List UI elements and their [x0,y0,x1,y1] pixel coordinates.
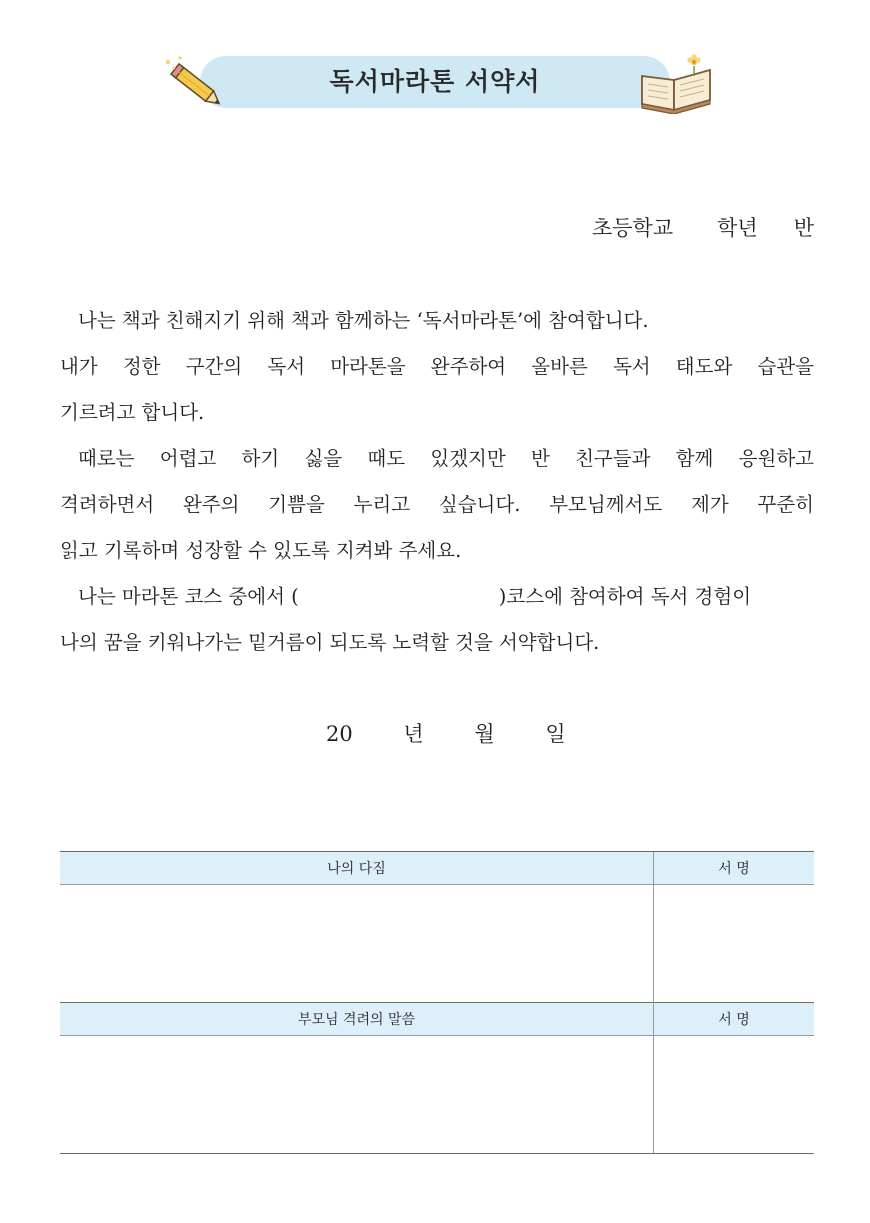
sign-header: 서 명 [654,852,815,885]
class-label: 반 [793,216,814,240]
pencil-icon [160,54,230,114]
date-month: 월 [474,722,495,746]
date-line [326,718,566,748]
table-row [60,852,814,885]
course-prefix: 나는 마라톤 코스 중에서 ( [78,585,299,608]
school-label: 초등학교 [591,216,674,240]
pledge-line: 격려하면서 완주의 기쁨을 누리고 싶습니다. 부모님께서도 제가 꾸준히 [60,493,814,516]
parent-message-field[interactable] [60,1036,654,1154]
pledge-line: 나는 책과 친해지기 위해 책과 함께하는 ‘독서마라톤’에 참여합니다. [78,309,649,332]
table-row [60,1036,814,1154]
date-year: 년 [403,722,424,746]
pledge-line: 내가 정한 구간의 독서 마라톤을 완주하여 올바른 독서 태도와 습관을 [60,355,814,378]
pledge-line-course [60,574,814,620]
page-title: 독서마라톤 서약서 [329,67,541,96]
grade-label: 학년 [717,216,758,240]
pledge-text [60,298,814,666]
pledge-line: 나의 꿈을 키워나가는 밑거름이 되도록 노력할 것을 서약합니다. [60,631,600,654]
sign-header: 서 명 [654,1003,815,1036]
date-prefix: 20 [326,722,353,746]
pledge-line: 읽고 기록하며 성장할 수 있도록 지켜봐 주세요. [60,539,462,562]
pledge-line: 때로는 어렵고 하기 싫을 때도 있겠지만 반 친구들과 함께 응원하고 [78,447,814,470]
my-pledge-field[interactable] [60,885,654,1003]
date-day: 일 [545,722,566,746]
table-row [60,885,814,1003]
pledge-line: 기르려고 합니다. [60,401,205,424]
course-suffix: )코스에 참여하여 독서 경험이 [498,585,752,608]
my-signature-field[interactable] [654,885,815,1003]
signature-table [60,851,814,1154]
school-info [592,212,814,242]
parent-signature-field[interactable] [654,1036,815,1154]
my-pledge-header: 나의 다짐 [60,852,654,885]
table-row [60,1003,814,1036]
open-book-icon [638,54,714,114]
parent-message-header: 부모님 격려의 말씀 [60,1003,654,1036]
